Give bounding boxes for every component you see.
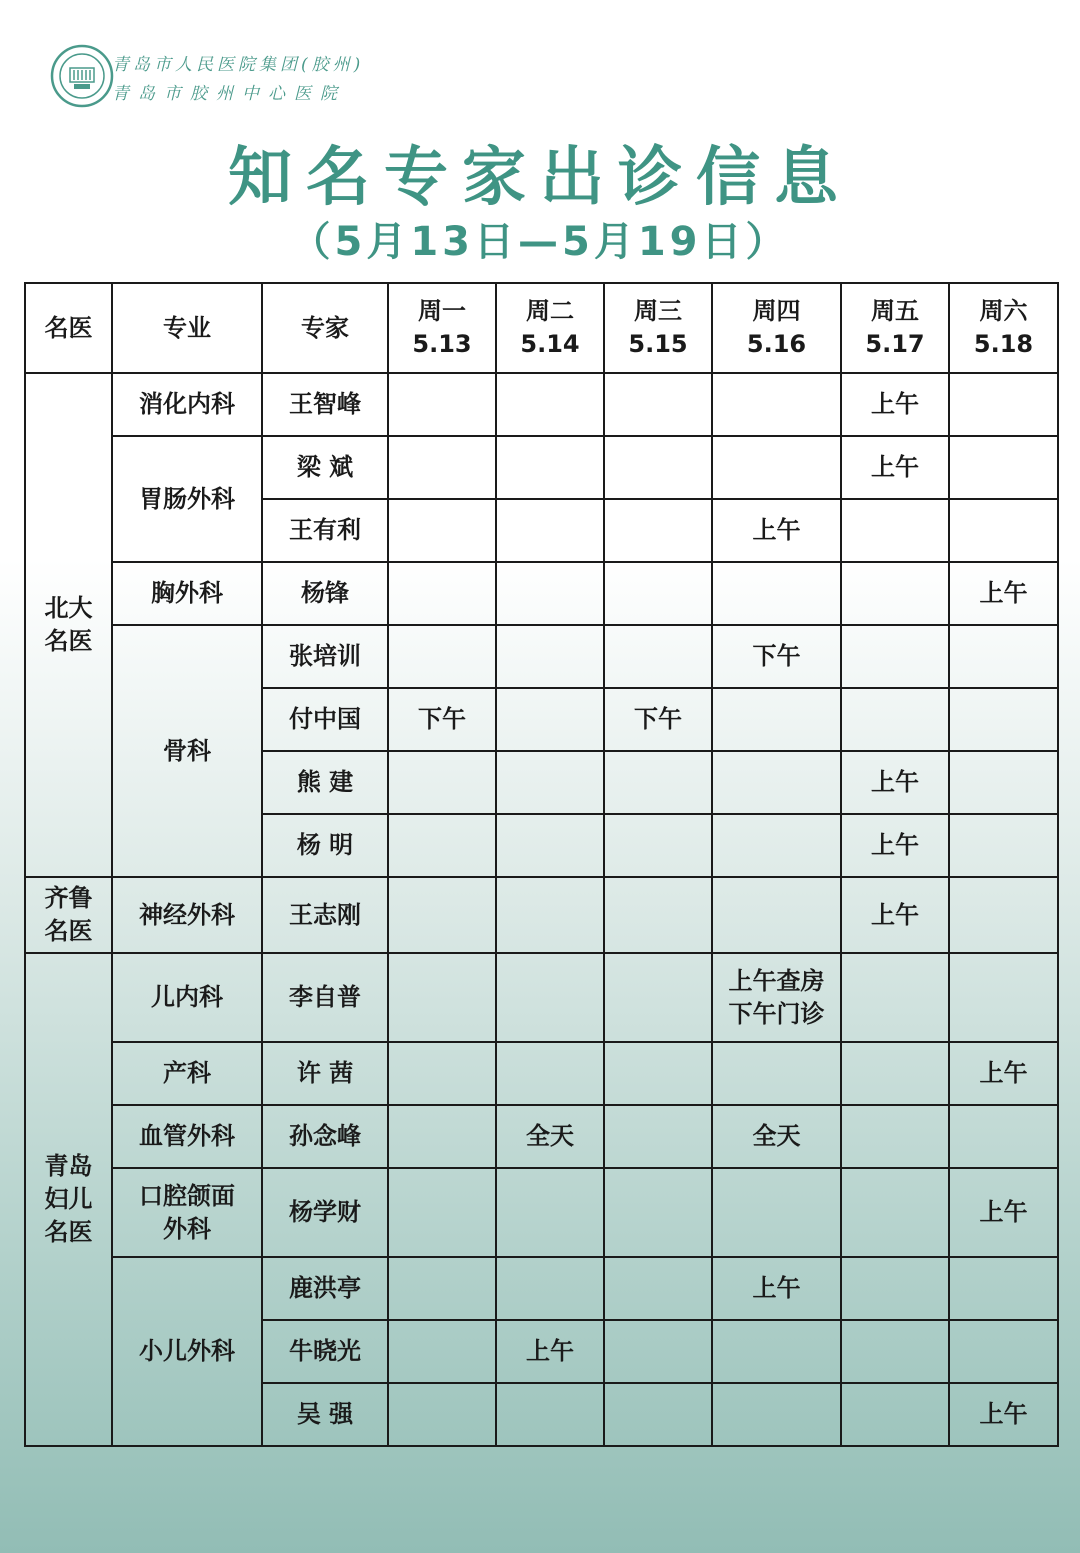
day-cell bbox=[496, 688, 604, 751]
group-cell: 齐鲁 名医 bbox=[25, 877, 112, 953]
day-cell bbox=[949, 625, 1058, 688]
day-cell: 上午 bbox=[949, 1383, 1058, 1446]
day-cell bbox=[388, 751, 496, 814]
day-cell bbox=[604, 1168, 712, 1257]
group-cell: 北大 名医 bbox=[25, 373, 112, 877]
expert-cell: 孙念峰 bbox=[262, 1105, 388, 1168]
day-cell bbox=[388, 1383, 496, 1446]
table-row bbox=[25, 1257, 1058, 1320]
day-cell bbox=[604, 499, 712, 562]
col-header-thu: 周四 5.16 bbox=[712, 283, 841, 373]
expert-cell: 梁 斌 bbox=[262, 436, 388, 499]
day-cell bbox=[841, 1257, 949, 1320]
day-cell: 下午 bbox=[712, 625, 841, 688]
col-header-group: 名医 bbox=[25, 283, 112, 373]
day-cell bbox=[841, 625, 949, 688]
day-cell bbox=[388, 953, 496, 1042]
day-cell bbox=[496, 1257, 604, 1320]
day-cell bbox=[604, 877, 712, 953]
hospital-name-line1: 青岛市人民医院集团(胶州) bbox=[112, 55, 365, 75]
day-cell bbox=[949, 814, 1058, 877]
day-cell bbox=[712, 562, 841, 625]
day-cell bbox=[388, 1257, 496, 1320]
day-cell bbox=[604, 436, 712, 499]
day-cell bbox=[949, 1257, 1058, 1320]
day-cell bbox=[604, 625, 712, 688]
day-cell bbox=[496, 1383, 604, 1446]
day-cell bbox=[949, 436, 1058, 499]
day-cell bbox=[949, 499, 1058, 562]
day-cell bbox=[388, 1042, 496, 1105]
table-row bbox=[25, 1105, 1058, 1168]
day-cell bbox=[496, 562, 604, 625]
day-cell bbox=[949, 688, 1058, 751]
dept-cell: 胃肠外科 bbox=[112, 436, 262, 562]
day-cell bbox=[496, 1168, 604, 1257]
expert-cell: 杨学财 bbox=[262, 1168, 388, 1257]
table-row bbox=[25, 373, 1058, 436]
day-cell: 上午 bbox=[712, 499, 841, 562]
day-cell bbox=[388, 1320, 496, 1383]
day-cell bbox=[712, 877, 841, 953]
col-header-mon: 周一 5.13 bbox=[388, 283, 496, 373]
day-cell bbox=[949, 1105, 1058, 1168]
day-cell bbox=[949, 1320, 1058, 1383]
expert-cell: 李自普 bbox=[262, 953, 388, 1042]
day-cell bbox=[712, 751, 841, 814]
day-cell bbox=[604, 373, 712, 436]
day-cell: 上午 bbox=[496, 1320, 604, 1383]
day-cell bbox=[712, 1383, 841, 1446]
dept-cell: 儿内科 bbox=[112, 953, 262, 1042]
day-cell: 全天 bbox=[496, 1105, 604, 1168]
day-cell bbox=[388, 373, 496, 436]
dept-cell: 胸外科 bbox=[112, 562, 262, 625]
day-cell bbox=[949, 953, 1058, 1042]
dept-cell: 产科 bbox=[112, 1042, 262, 1105]
day-cell: 下午 bbox=[604, 688, 712, 751]
page-title: 知名专家出诊信息 bbox=[228, 141, 852, 215]
day-cell bbox=[841, 688, 949, 751]
day-cell bbox=[604, 1042, 712, 1105]
day-cell: 上午 bbox=[949, 1042, 1058, 1105]
hospital-logo-icon bbox=[50, 44, 114, 108]
day-cell: 上午 bbox=[841, 877, 949, 953]
expert-cell: 许 茜 bbox=[262, 1042, 388, 1105]
day-cell bbox=[949, 751, 1058, 814]
day-cell bbox=[712, 814, 841, 877]
day-cell bbox=[604, 751, 712, 814]
day-cell: 上午 bbox=[949, 1168, 1058, 1257]
hospital-name-line2: 青岛市胶州中心医院 bbox=[112, 84, 346, 104]
dept-cell: 口腔颌面 外科 bbox=[112, 1168, 262, 1257]
expert-cell: 吴 强 bbox=[262, 1383, 388, 1446]
col-header-wed: 周三 5.15 bbox=[604, 283, 712, 373]
header-row bbox=[25, 283, 1058, 373]
day-cell bbox=[604, 1257, 712, 1320]
dept-cell: 骨科 bbox=[112, 625, 262, 877]
expert-cell: 王智峰 bbox=[262, 373, 388, 436]
expert-cell: 鹿洪亭 bbox=[262, 1257, 388, 1320]
day-cell bbox=[841, 1320, 949, 1383]
day-cell: 下午 bbox=[388, 688, 496, 751]
expert-cell: 牛晓光 bbox=[262, 1320, 388, 1383]
day-cell bbox=[496, 1042, 604, 1105]
col-header-fri: 周五 5.17 bbox=[841, 283, 949, 373]
expert-cell: 张培训 bbox=[262, 625, 388, 688]
day-cell bbox=[712, 688, 841, 751]
day-cell bbox=[841, 1168, 949, 1257]
dept-cell: 神经外科 bbox=[112, 877, 262, 953]
table-row bbox=[25, 1168, 1058, 1257]
table-row bbox=[25, 562, 1058, 625]
col-header-dept: 专业 bbox=[112, 283, 262, 373]
day-cell bbox=[604, 1383, 712, 1446]
day-cell bbox=[388, 499, 496, 562]
day-cell bbox=[841, 1383, 949, 1446]
day-cell bbox=[949, 877, 1058, 953]
day-cell bbox=[496, 625, 604, 688]
day-cell bbox=[712, 1168, 841, 1257]
day-cell bbox=[388, 436, 496, 499]
dept-cell: 血管外科 bbox=[112, 1105, 262, 1168]
schedule-table bbox=[24, 282, 1059, 1447]
day-cell bbox=[388, 1168, 496, 1257]
expert-cell: 杨 明 bbox=[262, 814, 388, 877]
day-cell bbox=[496, 877, 604, 953]
expert-cell: 付中国 bbox=[262, 688, 388, 751]
day-cell bbox=[712, 373, 841, 436]
table-row bbox=[25, 877, 1058, 953]
day-cell bbox=[604, 1320, 712, 1383]
day-cell bbox=[496, 953, 604, 1042]
day-cell bbox=[712, 1320, 841, 1383]
day-cell bbox=[841, 953, 949, 1042]
day-cell: 全天 bbox=[712, 1105, 841, 1168]
day-cell: 上午 bbox=[712, 1257, 841, 1320]
day-cell bbox=[496, 373, 604, 436]
day-cell bbox=[496, 436, 604, 499]
day-cell bbox=[712, 436, 841, 499]
day-cell: 上午查房 下午门诊 bbox=[712, 953, 841, 1042]
col-header-tue: 周二 5.14 bbox=[496, 283, 604, 373]
day-cell bbox=[841, 562, 949, 625]
day-cell bbox=[712, 1042, 841, 1105]
group-cell: 青岛 妇儿 名医 bbox=[25, 953, 112, 1446]
day-cell bbox=[841, 499, 949, 562]
table-row bbox=[25, 1042, 1058, 1105]
day-cell bbox=[496, 814, 604, 877]
day-cell bbox=[388, 625, 496, 688]
day-cell bbox=[388, 877, 496, 953]
day-cell: 上午 bbox=[949, 562, 1058, 625]
day-cell bbox=[949, 373, 1058, 436]
col-header-sat: 周六 5.18 bbox=[949, 283, 1058, 373]
expert-cell: 王有利 bbox=[262, 499, 388, 562]
day-cell bbox=[496, 751, 604, 814]
day-cell: 上午 bbox=[841, 751, 949, 814]
day-cell bbox=[604, 562, 712, 625]
expert-cell: 杨锋 bbox=[262, 562, 388, 625]
day-cell bbox=[841, 1105, 949, 1168]
day-cell bbox=[388, 562, 496, 625]
day-cell bbox=[388, 814, 496, 877]
table-row bbox=[25, 625, 1058, 688]
day-cell bbox=[496, 499, 604, 562]
expert-cell: 王志刚 bbox=[262, 877, 388, 953]
day-cell bbox=[604, 953, 712, 1042]
day-cell bbox=[388, 1105, 496, 1168]
page-subtitle: （5月13日—5月19日） bbox=[290, 219, 790, 265]
table-row bbox=[25, 436, 1058, 499]
dept-cell: 消化内科 bbox=[112, 373, 262, 436]
day-cell: 上午 bbox=[841, 814, 949, 877]
table-row bbox=[25, 953, 1058, 1042]
day-cell bbox=[841, 1042, 949, 1105]
day-cell: 上午 bbox=[841, 436, 949, 499]
dept-cell: 小儿外科 bbox=[112, 1257, 262, 1446]
expert-cell: 熊 建 bbox=[262, 751, 388, 814]
day-cell: 上午 bbox=[841, 373, 949, 436]
col-header-expert: 专家 bbox=[262, 283, 388, 373]
day-cell bbox=[604, 1105, 712, 1168]
day-cell bbox=[604, 814, 712, 877]
